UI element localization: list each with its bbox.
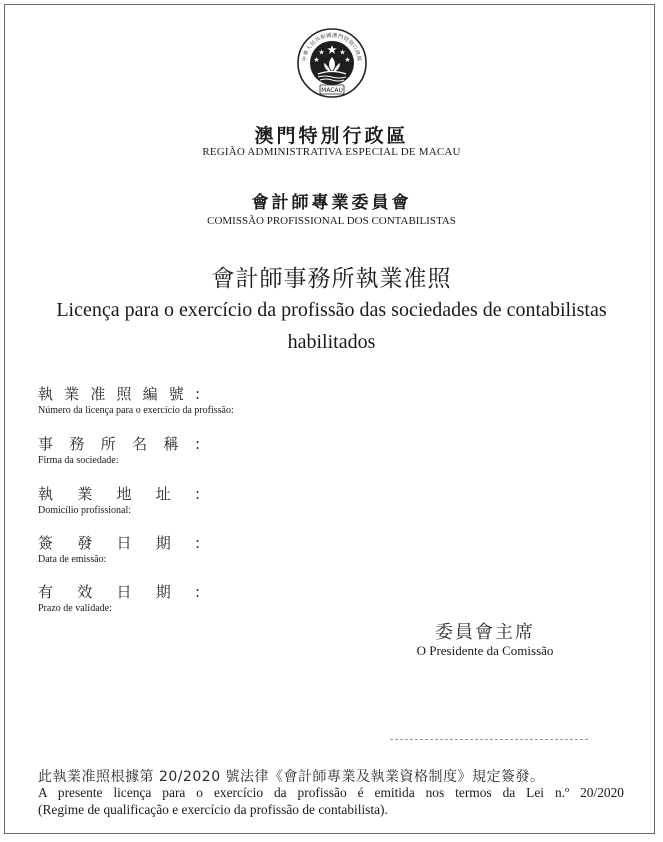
- license-title-pt-line1: Licença para o exercício da profissão das sociedades de contabilistas: [56, 299, 607, 321]
- field-label-pt: Prazo de validade:: [38, 603, 112, 614]
- field-label-pt: Número da licença para o exercício da profissão:: [38, 405, 234, 416]
- field-label-zh: 事務所名稱:: [38, 435, 200, 453]
- signature-line: [390, 739, 588, 740]
- license-title-pt-line2: habilitados: [287, 331, 376, 353]
- field-firm-name: [38, 434, 200, 466]
- license-title-zh: 會計師事務所執業准照: [211, 266, 452, 292]
- field-label-zh: 有效日期:: [38, 583, 200, 601]
- emblem-arc-text: 中華人民共和國澳門特別行政區: [301, 32, 363, 62]
- field-issue-date: [38, 533, 200, 565]
- emblem-label: MACAU: [321, 87, 343, 94]
- field-label-pt: Firma da sociedade:: [38, 455, 119, 466]
- macau-emblem-icon: [296, 27, 368, 99]
- field-validity-period: [38, 582, 200, 614]
- field-label-zh: 簽發日期:: [38, 534, 200, 552]
- field-professional-address: [38, 484, 200, 516]
- region-name-pt: REGIÃO ADMINISTRATIVA ESPECIAL DE MACAU: [202, 146, 461, 158]
- legal-basis-pt-line1: A presente licença para o exercício da profissão é emitida nos termos da Lei n.º 20/2020: [38, 785, 624, 800]
- president-title-pt: O Presidente da Comissão: [416, 643, 554, 658]
- commission-name-pt: COMISSÃO PROFISSIONAL DOS CONTABILISTAS: [207, 215, 456, 227]
- legal-basis-zh: 此執業准照根據第 20/2020 號法律《會計師專業及執業資格制度》規定簽發。: [38, 769, 545, 785]
- region-name-zh: 澳門特別行政區: [254, 125, 409, 147]
- field-label-pt: Data de emissão:: [38, 554, 107, 565]
- field-label-zh: 執業准照編號:: [38, 385, 200, 403]
- field-label-pt: Domicílio profissional:: [38, 505, 132, 516]
- commission-name-zh: 會計師專業委員會: [251, 193, 412, 213]
- field-label-zh: 執業地址:: [38, 485, 200, 503]
- president-title-zh: 委員會主席: [435, 622, 535, 643]
- field-license-number: [38, 384, 234, 416]
- legal-basis-pt-line2: (Regime de qualificação e exercício da profissão de contabilista).: [38, 802, 388, 817]
